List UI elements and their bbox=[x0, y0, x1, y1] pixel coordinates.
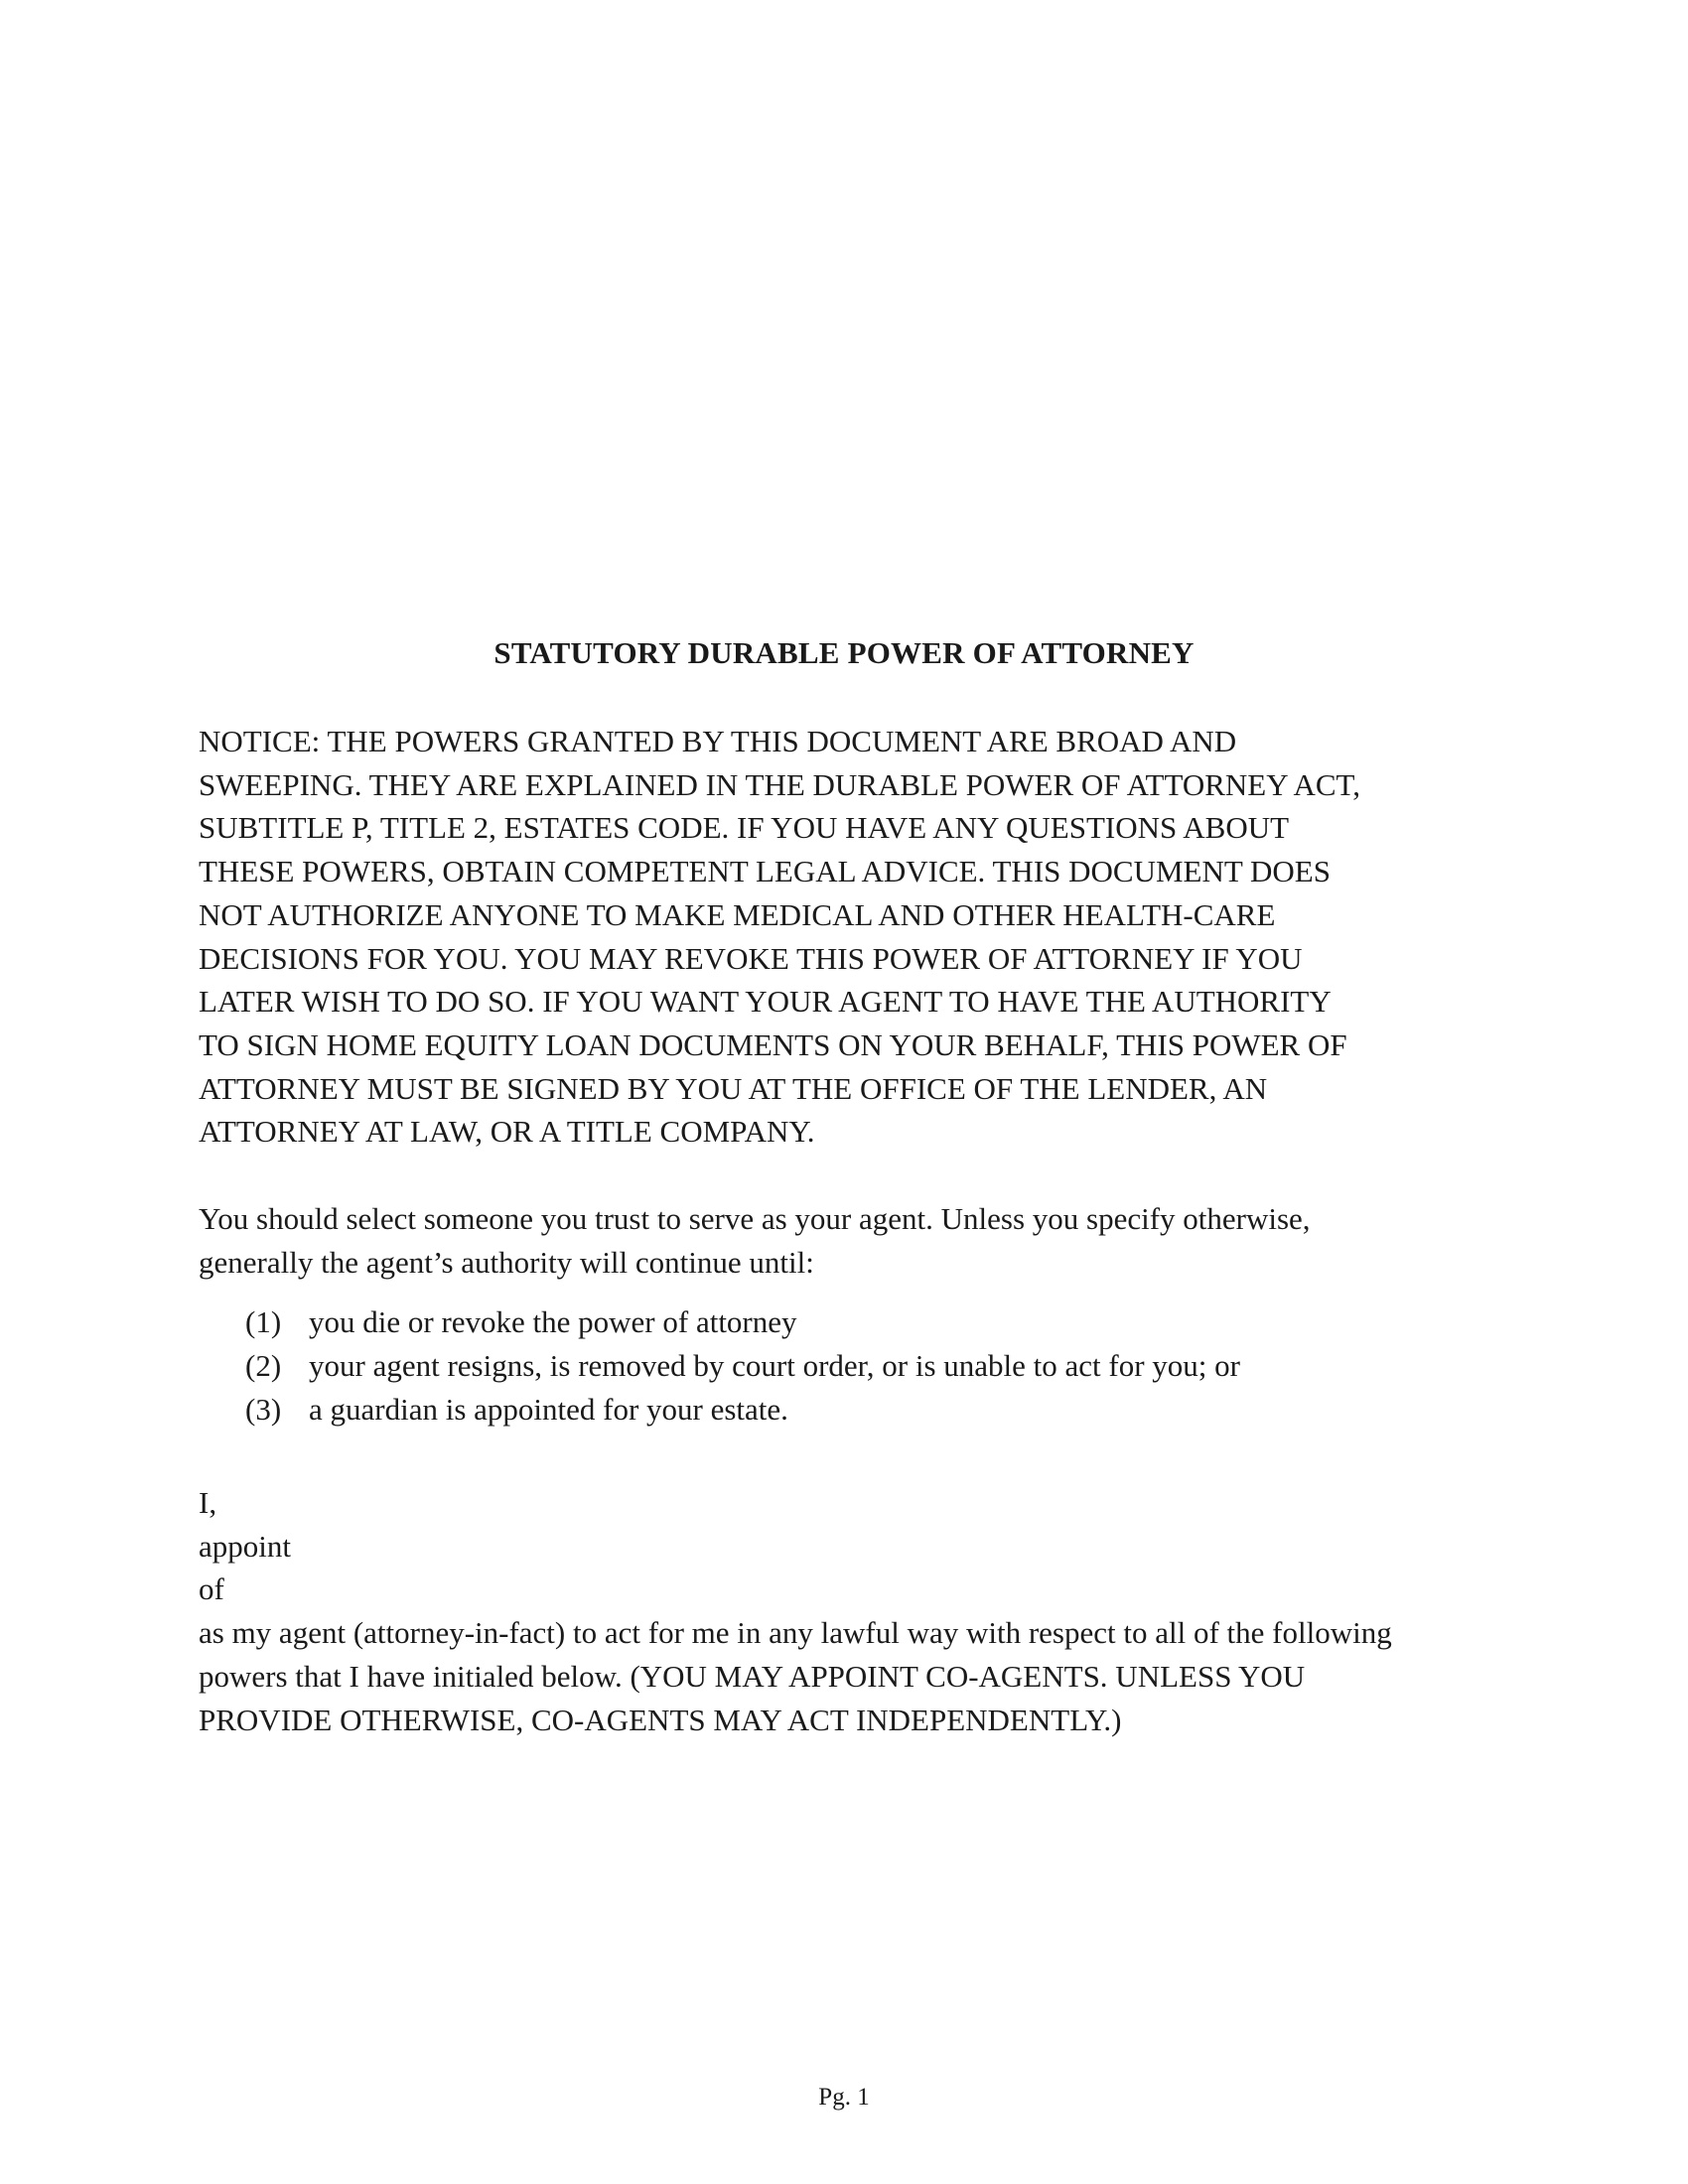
appointment-line: powers that I have initialed below. (YOU MAY APPOINT CO-AGENTS. UNLESS YOU bbox=[199, 1658, 1306, 1694]
list-item-text: your agent resigns, is removed by court order, or is unable to act for you; or bbox=[309, 1348, 1240, 1383]
notice-line: ATTORNEY MUST BE SIGNED BY YOU AT THE OFFICE OF THE LENDER, AN bbox=[199, 1070, 1268, 1106]
list-item-text: you die or revoke the power of attorney bbox=[309, 1304, 797, 1339]
list-item-text: a guardian is appointed for your estate. bbox=[309, 1392, 788, 1427]
notice-line: THESE POWERS, OBTAIN COMPETENT LEGAL ADVICE. THIS DOCUMENT DOES bbox=[199, 854, 1331, 889]
appointment-line: as my agent (attorney-in-fact) to act for me in any lawful way with respect to all of the following bbox=[199, 1615, 1392, 1651]
list-item bbox=[245, 1300, 1437, 1344]
notice-line: NOTICE: THE POWERS GRANTED BY THIS DOCUMENT ARE BROAD AND bbox=[199, 724, 1237, 758]
notice-line: ATTORNEY AT LAW, OR A TITLE COMPANY. bbox=[199, 1114, 815, 1150]
notice-line: SWEEPING. THEY ARE EXPLAINED IN THE DURABLE POWER OF ATTORNEY ACT, bbox=[199, 766, 1360, 802]
notice-line: LATER WISH TO DO SO. IF YOU WANT YOUR AGENT TO HAVE THE AUTHORITY bbox=[199, 984, 1332, 1020]
intro-line: generally the agent’s authority will continue until: bbox=[199, 1244, 814, 1280]
list-item-number: (2) bbox=[245, 1348, 282, 1383]
notice-line: TO SIGN HOME EQUITY LOAN DOCUMENTS ON YOUR BEHALF, THIS POWER OF bbox=[199, 1026, 1347, 1062]
notice-line: SUBTITLE P, TITLE 2, ESTATES CODE. IF YOU HAVE ANY QUESTIONS ABOUT bbox=[199, 810, 1290, 846]
authority-end-conditions-list bbox=[245, 1300, 1437, 1432]
list-item-number: (1) bbox=[245, 1304, 282, 1339]
agent-address-line: of bbox=[199, 1571, 224, 1607]
notice-paragraph bbox=[199, 720, 1489, 1154]
agent-selection-paragraph bbox=[199, 1197, 1489, 1284]
list-item bbox=[245, 1388, 1437, 1432]
page-number: Pg. 1 bbox=[818, 2084, 870, 2111]
document-title: STATUTORY DURABLE POWER OF ATTORNEY bbox=[493, 635, 1195, 670]
notice-line: NOT AUTHORIZE ANYONE TO MAKE MEDICAL AND OTHER HEALTH-CARE bbox=[199, 896, 1276, 932]
list-item-number: (3) bbox=[245, 1392, 282, 1427]
list-item bbox=[245, 1344, 1437, 1388]
appointment-paragraph bbox=[199, 1481, 1509, 1741]
principal-name-line: I, bbox=[199, 1485, 217, 1520]
appointment-line: PROVIDE OTHERWISE, CO-AGENTS MAY ACT INDEPENDENTLY.) bbox=[199, 1702, 1122, 1737]
intro-line: You should select someone you trust to serve as your agent. Unless you specify otherwise, bbox=[199, 1201, 1311, 1236]
notice-line: DECISIONS FOR YOU. YOU MAY REVOKE THIS POWER OF ATTORNEY IF YOU bbox=[199, 940, 1303, 976]
agent-name-line: appoint bbox=[199, 1528, 291, 1564]
